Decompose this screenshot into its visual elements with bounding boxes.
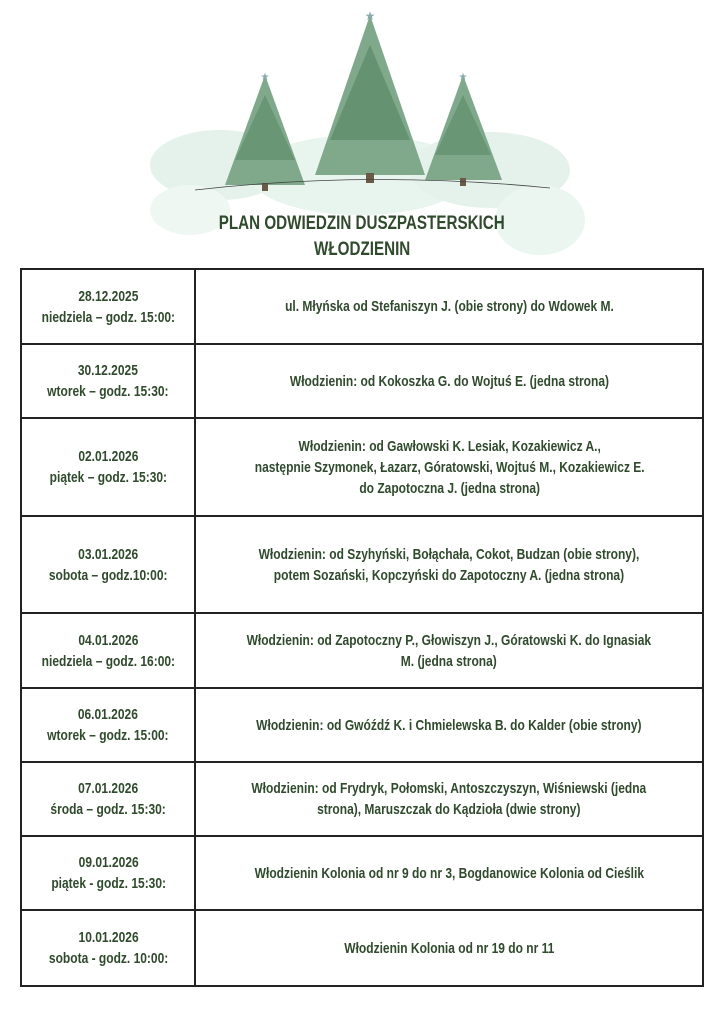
- visit-day-time: wtorek – godz. 15:30:: [47, 383, 169, 400]
- tree-center-icon: [315, 9, 425, 183]
- date-cell: [21, 836, 195, 910]
- visit-date: 04.01.2026: [78, 631, 139, 649]
- area-line: do Zapotoczna J. (jedna strona): [358, 479, 540, 497]
- visit-date: 28.12.2025: [78, 287, 139, 305]
- area-line: M. (jedna strona): [401, 652, 498, 670]
- date-cell: [21, 613, 195, 688]
- visit-date: 02.01.2026: [78, 448, 139, 465]
- area-line: Włodzienin: od Gawłowski K. Lesiak, Kozakiewicz A.,: [298, 437, 601, 455]
- area-cell: [195, 418, 703, 516]
- schedule-row: [21, 613, 703, 688]
- schedule-row: [21, 688, 703, 762]
- date-cell: [21, 516, 195, 613]
- area-line: ul. Młyńska od Stefaniszyn J. (obie strony) do Wdowek M.: [284, 298, 614, 315]
- visit-day-time: niedziela – godz. 16:00:: [41, 652, 175, 670]
- date-cell: [21, 418, 195, 516]
- area-cell: [195, 688, 703, 762]
- area-cell: [195, 762, 703, 836]
- date-cell: [21, 910, 195, 986]
- visit-day-time: sobota – godz.10:00:: [48, 566, 168, 584]
- area-line: Włodzienin: od Gwóźdź K. i Chmielewska B. do Kalder (obie strony): [256, 716, 642, 734]
- date-cell: [21, 762, 195, 836]
- visit-schedule-table: [20, 268, 704, 987]
- visit-day-time: środa – godz. 15:30:: [50, 801, 166, 818]
- visit-day-time: piątek - godz. 15:30:: [50, 875, 166, 892]
- area-line: potem Sozański, Kopczyński do Zapotoczny A. (jedna strona): [274, 566, 625, 584]
- visit-date: 03.01.2026: [78, 545, 139, 563]
- area-line: Włodzienin: od Zapotoczny P., Głowiszyn J., Góratowski K. do Ignasiak: [246, 631, 652, 649]
- area-line: Włodzienin Kolonia od nr 9 do nr 3, Bogdanowice Kolonia od Cieślik: [254, 864, 644, 882]
- visit-date: 30.12.2025: [78, 362, 139, 379]
- schedule-row: [21, 516, 703, 613]
- area-line: następnie Szymonek, Łazarz, Góratowski, Wojtuś M., Kozakiewicz E.: [254, 458, 645, 476]
- date-cell: [21, 688, 195, 762]
- visit-day-time: niedziela – godz. 15:00:: [41, 308, 175, 326]
- area-cell: [195, 613, 703, 688]
- area-cell: [195, 910, 703, 986]
- schedule-row: [21, 269, 703, 344]
- area-cell: [195, 836, 703, 910]
- page-title: PLAN ODWIEDZIN DUSZPASTERSKICH: [218, 213, 505, 234]
- tree-right-icon: [425, 72, 502, 186]
- area-cell: [195, 344, 703, 418]
- svg-text:★: ★: [260, 72, 270, 83]
- area-line: Włodzienin Kolonia od nr 19 do nr 11: [344, 939, 555, 957]
- area-line: Włodzienin: od Szyhyński, Bołąchała, Cokot, Budzan (obie strony),: [258, 545, 640, 563]
- schedule-row: [21, 418, 703, 516]
- svg-text:★: ★: [364, 9, 376, 23]
- area-cell: [195, 269, 703, 344]
- visit-date: 09.01.2026: [78, 854, 139, 871]
- visit-date: 06.01.2026: [78, 706, 139, 723]
- visit-day-time: sobota - godz. 10:00:: [48, 950, 168, 967]
- date-cell: [21, 344, 195, 418]
- visit-day-time: wtorek – godz. 15:00:: [47, 727, 169, 744]
- page-subtitle: WŁODZIENIN: [313, 239, 411, 260]
- schedule-row: [21, 836, 703, 910]
- area-line: strona), Maruszczak do Kądzioła (dwie strony): [317, 801, 581, 818]
- schedule-row: [21, 910, 703, 986]
- area-line: Włodzienin: od Kokoszka G. do Wojtuś E. (jedna strona): [289, 372, 609, 390]
- svg-text:★: ★: [458, 72, 468, 83]
- area-cell: [195, 516, 703, 613]
- date-cell: [21, 269, 195, 344]
- area-line: Włodzienin: od Frydryk, Połomski, Antoszczyszyn, Wiśniewski (jedna: [251, 780, 647, 797]
- schedule-row: [21, 762, 703, 836]
- visit-date: 10.01.2026: [78, 929, 139, 946]
- schedule-row: [21, 344, 703, 418]
- visit-day-time: piątek – godz. 15:30:: [49, 469, 167, 486]
- visit-date: 07.01.2026: [78, 780, 139, 797]
